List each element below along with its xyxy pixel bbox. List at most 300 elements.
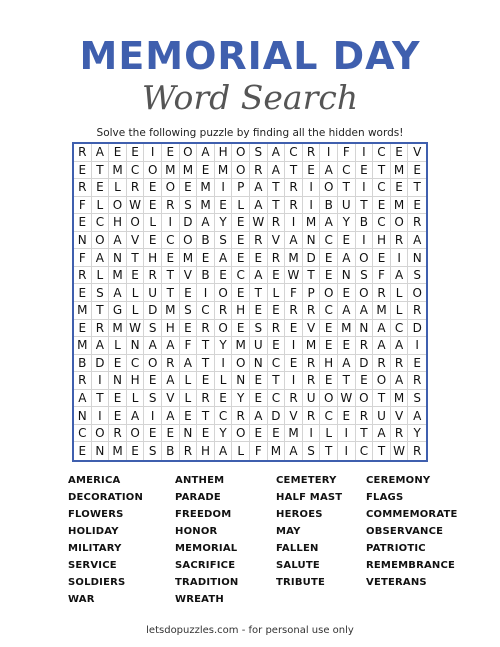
grid-cell[interactable]: O (109, 197, 127, 215)
grid-cell[interactable]: F (74, 197, 92, 215)
grid-cell[interactable]: E (197, 249, 215, 267)
grid-cell[interactable]: E (144, 232, 162, 250)
grid-cell[interactable]: L (232, 442, 250, 460)
grid-cell[interactable]: I (408, 337, 426, 355)
grid-cell[interactable]: M (373, 302, 391, 320)
grid-cell[interactable]: M (74, 337, 92, 355)
grid-cell[interactable]: L (180, 372, 198, 390)
grid-cell[interactable]: H (144, 249, 162, 267)
grid-cell[interactable]: Y (338, 214, 356, 232)
grid-cell[interactable]: M (162, 162, 180, 180)
grid-cell[interactable]: L (232, 197, 250, 215)
grid-cell[interactable]: I (162, 214, 180, 232)
grid-cell[interactable]: E (74, 162, 92, 180)
grid-cell[interactable]: O (320, 179, 338, 197)
grid-cell[interactable]: F (338, 144, 356, 162)
grid-cell[interactable]: T (373, 442, 391, 460)
grid-cell[interactable]: E (197, 372, 215, 390)
grid-cell[interactable]: E (232, 214, 250, 232)
grid-cell[interactable]: E (162, 144, 180, 162)
grid-cell[interactable]: E (74, 320, 92, 338)
grid-cell[interactable]: R (391, 355, 409, 373)
grid-cell[interactable]: M (74, 302, 92, 320)
grid-cell[interactable]: T (356, 425, 374, 443)
grid-cell[interactable]: A (162, 372, 180, 390)
grid-cell[interactable]: A (162, 407, 180, 425)
grid-cell[interactable]: T (92, 302, 110, 320)
grid-cell[interactable]: N (250, 355, 268, 373)
grid-cell[interactable]: H (127, 372, 145, 390)
grid-cell[interactable]: E (391, 144, 409, 162)
grid-cell[interactable]: L (127, 302, 145, 320)
grid-cell[interactable]: R (408, 302, 426, 320)
grid-cell[interactable]: B (74, 355, 92, 373)
grid-cell[interactable]: M (391, 197, 409, 215)
grid-cell[interactable]: E (215, 390, 233, 408)
grid-cell[interactable]: C (285, 144, 303, 162)
grid-cell[interactable]: A (373, 337, 391, 355)
grid-cell[interactable]: I (303, 425, 321, 443)
grid-cell[interactable]: O (232, 355, 250, 373)
grid-cell[interactable]: H (197, 442, 215, 460)
grid-cell[interactable]: B (320, 197, 338, 215)
grid-cell[interactable]: E (162, 249, 180, 267)
grid-cell[interactable]: O (408, 284, 426, 302)
grid-cell[interactable]: R (303, 302, 321, 320)
grid-cell[interactable]: O (92, 232, 110, 250)
grid-cell[interactable]: N (109, 372, 127, 390)
grid-cell[interactable]: T (338, 179, 356, 197)
grid-cell[interactable]: R (285, 302, 303, 320)
grid-cell[interactable]: E (215, 267, 233, 285)
grid-cell[interactable]: S (356, 267, 374, 285)
grid-cell[interactable]: S (250, 144, 268, 162)
grid-cell[interactable]: C (373, 214, 391, 232)
grid-cell[interactable]: S (180, 197, 198, 215)
grid-cell[interactable]: O (356, 284, 374, 302)
grid-cell[interactable]: D (356, 355, 374, 373)
grid-cell[interactable]: R (74, 179, 92, 197)
grid-cell[interactable]: S (144, 390, 162, 408)
grid-cell[interactable]: E (144, 179, 162, 197)
grid-cell[interactable]: R (268, 249, 286, 267)
grid-cell[interactable]: E (268, 425, 286, 443)
grid-cell[interactable]: O (180, 232, 198, 250)
grid-cell[interactable]: C (215, 407, 233, 425)
grid-cell[interactable]: T (373, 162, 391, 180)
grid-cell[interactable]: E (356, 372, 374, 390)
grid-cell[interactable]: N (303, 232, 321, 250)
grid-cell[interactable]: U (338, 197, 356, 215)
grid-cell[interactable]: A (408, 407, 426, 425)
grid-cell[interactable]: Y (408, 425, 426, 443)
grid-cell[interactable]: P (232, 179, 250, 197)
grid-cell[interactable]: I (92, 407, 110, 425)
grid-cell[interactable]: S (250, 320, 268, 338)
grid-cell[interactable]: T (197, 407, 215, 425)
grid-cell[interactable]: S (92, 284, 110, 302)
grid-cell[interactable]: R (250, 162, 268, 180)
grid-cell[interactable]: R (303, 372, 321, 390)
grid-cell[interactable]: D (268, 407, 286, 425)
grid-cell[interactable]: E (303, 162, 321, 180)
grid-cell[interactable]: E (215, 197, 233, 215)
grid-cell[interactable]: U (303, 390, 321, 408)
grid-cell[interactable]: A (338, 302, 356, 320)
grid-cell[interactable]: C (373, 144, 391, 162)
grid-cell[interactable]: L (180, 390, 198, 408)
grid-cell[interactable]: A (92, 249, 110, 267)
grid-cell[interactable]: O (162, 179, 180, 197)
grid-cell[interactable]: E (338, 337, 356, 355)
grid-cell[interactable]: A (391, 337, 409, 355)
grid-cell[interactable]: H (162, 320, 180, 338)
grid-cell[interactable]: S (408, 267, 426, 285)
grid-cell[interactable]: O (127, 214, 145, 232)
grid-cell[interactable]: E (338, 284, 356, 302)
grid-cell[interactable]: A (373, 425, 391, 443)
grid-cell[interactable]: I (320, 144, 338, 162)
grid-cell[interactable]: S (215, 232, 233, 250)
grid-cell[interactable]: R (356, 407, 374, 425)
grid-cell[interactable]: L (92, 197, 110, 215)
grid-cell[interactable]: A (373, 320, 391, 338)
grid-cell[interactable]: E (144, 197, 162, 215)
grid-cell[interactable]: A (391, 372, 409, 390)
grid-cell[interactable]: T (268, 197, 286, 215)
grid-cell[interactable]: M (109, 162, 127, 180)
grid-cell[interactable]: F (250, 442, 268, 460)
grid-cell[interactable]: A (250, 179, 268, 197)
grid-cell[interactable]: E (408, 162, 426, 180)
grid-cell[interactable]: U (373, 407, 391, 425)
grid-cell[interactable]: U (144, 284, 162, 302)
grid-cell[interactable]: I (356, 144, 374, 162)
grid-cell[interactable]: E (250, 390, 268, 408)
grid-cell[interactable]: R (408, 214, 426, 232)
grid-cell[interactable]: E (162, 425, 180, 443)
grid-cell[interactable]: A (215, 442, 233, 460)
grid-cell[interactable]: E (74, 214, 92, 232)
grid-cell[interactable]: D (303, 249, 321, 267)
grid-cell[interactable]: E (180, 284, 198, 302)
grid-cell[interactable]: T (250, 284, 268, 302)
grid-cell[interactable]: E (180, 179, 198, 197)
grid-cell[interactable]: I (338, 442, 356, 460)
grid-cell[interactable]: O (127, 425, 145, 443)
grid-cell[interactable]: E (232, 284, 250, 302)
grid-cell[interactable]: V (285, 407, 303, 425)
grid-cell[interactable]: A (320, 214, 338, 232)
grid-cell[interactable]: W (127, 197, 145, 215)
grid-cell[interactable]: U (250, 337, 268, 355)
grid-cell[interactable]: N (338, 267, 356, 285)
grid-cell[interactable]: R (373, 355, 391, 373)
grid-cell[interactable]: T (268, 179, 286, 197)
grid-cell[interactable]: I (215, 355, 233, 373)
grid-cell[interactable]: E (109, 355, 127, 373)
grid-cell[interactable]: R (232, 407, 250, 425)
grid-cell[interactable]: F (285, 284, 303, 302)
grid-cell[interactable]: B (356, 214, 374, 232)
grid-cell[interactable]: H (232, 302, 250, 320)
grid-cell[interactable]: M (338, 320, 356, 338)
grid-cell[interactable]: E (250, 372, 268, 390)
grid-cell[interactable]: D (408, 320, 426, 338)
grid-cell[interactable]: A (215, 249, 233, 267)
grid-cell[interactable]: C (127, 162, 145, 180)
grid-cell[interactable]: V (180, 267, 198, 285)
grid-cell[interactable]: H (215, 144, 233, 162)
grid-cell[interactable]: S (408, 390, 426, 408)
grid-cell[interactable]: M (303, 214, 321, 232)
grid-cell[interactable]: A (338, 355, 356, 373)
grid-cell[interactable]: R (74, 144, 92, 162)
grid-cell[interactable]: R (109, 425, 127, 443)
grid-cell[interactable]: I (356, 179, 374, 197)
grid-cell[interactable]: O (232, 425, 250, 443)
grid-cell[interactable]: V (127, 232, 145, 250)
grid-cell[interactable]: E (338, 407, 356, 425)
grid-cell[interactable]: F (74, 249, 92, 267)
grid-cell[interactable]: C (320, 407, 338, 425)
grid-cell[interactable]: E (232, 249, 250, 267)
grid-cell[interactable]: T (320, 442, 338, 460)
grid-cell[interactable]: I (356, 232, 374, 250)
grid-cell[interactable]: I (285, 337, 303, 355)
grid-cell[interactable]: E (74, 284, 92, 302)
grid-cell[interactable]: E (109, 144, 127, 162)
grid-cell[interactable]: M (197, 179, 215, 197)
grid-cell[interactable]: R (197, 390, 215, 408)
grid-cell[interactable]: C (197, 302, 215, 320)
grid-cell[interactable]: L (92, 267, 110, 285)
grid-cell[interactable]: C (338, 162, 356, 180)
grid-cell[interactable]: R (391, 425, 409, 443)
grid-cell[interactable]: M (285, 249, 303, 267)
grid-cell[interactable]: T (338, 372, 356, 390)
grid-cell[interactable]: A (250, 197, 268, 215)
grid-cell[interactable]: V (408, 144, 426, 162)
grid-cell[interactable]: I (215, 179, 233, 197)
grid-cell[interactable]: O (232, 144, 250, 162)
grid-cell[interactable]: O (356, 390, 374, 408)
grid-cell[interactable]: F (180, 337, 198, 355)
grid-cell[interactable]: E (250, 249, 268, 267)
grid-cell[interactable]: T (268, 372, 286, 390)
grid-cell[interactable]: C (268, 390, 286, 408)
grid-cell[interactable]: Y (232, 390, 250, 408)
grid-cell[interactable]: W (391, 442, 409, 460)
grid-cell[interactable]: N (232, 372, 250, 390)
grid-cell[interactable]: T (197, 355, 215, 373)
grid-cell[interactable]: E (268, 267, 286, 285)
grid-cell[interactable]: H (373, 232, 391, 250)
grid-cell[interactable]: N (356, 320, 374, 338)
grid-cell[interactable]: W (285, 267, 303, 285)
grid-cell[interactable]: Y (215, 214, 233, 232)
grid-cell[interactable]: E (320, 320, 338, 338)
grid-cell[interactable]: V (162, 390, 180, 408)
grid-cell[interactable]: D (144, 302, 162, 320)
grid-cell[interactable]: Y (215, 337, 233, 355)
grid-cell[interactable]: L (268, 284, 286, 302)
grid-cell[interactable]: R (285, 197, 303, 215)
grid-cell[interactable]: T (197, 337, 215, 355)
grid-cell[interactable]: M (180, 162, 198, 180)
grid-cell[interactable]: T (356, 197, 374, 215)
grid-cell[interactable]: T (303, 267, 321, 285)
grid-cell[interactable]: W (127, 320, 145, 338)
grid-cell[interactable]: N (92, 442, 110, 460)
grid-cell[interactable]: I (391, 249, 409, 267)
grid-cell[interactable]: O (320, 390, 338, 408)
grid-cell[interactable]: L (144, 214, 162, 232)
grid-cell[interactable]: I (338, 425, 356, 443)
grid-cell[interactable]: O (373, 372, 391, 390)
grid-cell[interactable]: I (144, 407, 162, 425)
grid-cell[interactable]: B (197, 232, 215, 250)
grid-cell[interactable]: E (74, 442, 92, 460)
grid-cell[interactable]: O (180, 144, 198, 162)
grid-cell[interactable]: A (391, 267, 409, 285)
grid-cell[interactable]: C (320, 232, 338, 250)
grid-cell[interactable]: T (285, 162, 303, 180)
grid-cell[interactable]: L (215, 372, 233, 390)
grid-cell[interactable]: E (373, 197, 391, 215)
grid-cell[interactable]: E (268, 337, 286, 355)
grid-cell[interactable]: I (285, 214, 303, 232)
grid-cell[interactable]: O (144, 355, 162, 373)
grid-cell[interactable]: O (356, 249, 374, 267)
grid-cell[interactable]: N (74, 407, 92, 425)
grid-cell[interactable]: L (391, 284, 409, 302)
grid-cell[interactable]: L (127, 390, 145, 408)
grid-cell[interactable]: S (303, 442, 321, 460)
grid-cell[interactable]: R (162, 355, 180, 373)
grid-cell[interactable]: E (320, 372, 338, 390)
grid-cell[interactable]: O (144, 162, 162, 180)
grid-cell[interactable]: F (373, 267, 391, 285)
grid-cell[interactable]: S (144, 442, 162, 460)
grid-cell[interactable]: O (215, 320, 233, 338)
grid-cell[interactable]: M (109, 320, 127, 338)
grid-cell[interactable]: M (232, 337, 250, 355)
grid-cell[interactable]: N (180, 425, 198, 443)
grid-cell[interactable]: M (180, 249, 198, 267)
grid-cell[interactable]: R (215, 302, 233, 320)
grid-cell[interactable]: A (408, 232, 426, 250)
grid-cell[interactable]: R (144, 267, 162, 285)
grid-cell[interactable]: C (356, 442, 374, 460)
grid-cell[interactable]: E (197, 425, 215, 443)
grid-cell[interactable]: V (268, 232, 286, 250)
grid-cell[interactable]: O (320, 284, 338, 302)
grid-cell[interactable]: T (92, 162, 110, 180)
grid-cell[interactable]: R (127, 179, 145, 197)
grid-cell[interactable]: M (109, 267, 127, 285)
grid-cell[interactable]: L (109, 337, 127, 355)
grid-cell[interactable]: M (303, 337, 321, 355)
grid-cell[interactable]: T (408, 179, 426, 197)
grid-cell[interactable]: O (92, 425, 110, 443)
grid-cell[interactable]: M (215, 162, 233, 180)
grid-cell[interactable]: R (285, 179, 303, 197)
grid-cell[interactable]: I (144, 144, 162, 162)
grid-cell[interactable]: M (391, 162, 409, 180)
grid-cell[interactable]: B (162, 442, 180, 460)
grid-cell[interactable]: R (268, 320, 286, 338)
grid-cell[interactable]: C (373, 179, 391, 197)
grid-cell[interactable]: E (320, 249, 338, 267)
grid-cell[interactable]: A (162, 337, 180, 355)
grid-cell[interactable]: E (144, 425, 162, 443)
grid-cell[interactable]: A (197, 144, 215, 162)
grid-cell[interactable]: A (250, 267, 268, 285)
grid-cell[interactable]: A (197, 214, 215, 232)
grid-cell[interactable]: R (303, 407, 321, 425)
grid-cell[interactable]: A (180, 355, 198, 373)
grid-cell[interactable]: E (408, 197, 426, 215)
grid-cell[interactable]: I (197, 284, 215, 302)
grid-cell[interactable]: E (232, 320, 250, 338)
grid-cell[interactable]: R (413, 444, 422, 459)
grid-cell[interactable]: I (303, 179, 321, 197)
grid-cell[interactable]: E (109, 390, 127, 408)
grid-cell[interactable]: C (92, 214, 110, 232)
grid-cell[interactable]: I (285, 372, 303, 390)
grid-cell[interactable]: R (391, 232, 409, 250)
grid-cell[interactable]: R (408, 372, 426, 390)
grid-cell[interactable]: T (127, 249, 145, 267)
grid-cell[interactable]: A (92, 144, 110, 162)
grid-cell[interactable]: A (74, 390, 92, 408)
grid-cell[interactable]: E (144, 372, 162, 390)
grid-cell[interactable]: T (92, 390, 110, 408)
grid-cell[interactable]: R (303, 144, 321, 162)
grid-cell[interactable]: E (127, 442, 145, 460)
grid-cell[interactable]: E (338, 232, 356, 250)
grid-cell[interactable]: N (408, 249, 426, 267)
grid-cell[interactable]: I (92, 372, 110, 390)
grid-cell[interactable]: M (197, 197, 215, 215)
grid-cell[interactable]: A (338, 249, 356, 267)
grid-cell[interactable]: E (285, 355, 303, 373)
grid-cell[interactable]: E (408, 355, 426, 373)
grid-cell[interactable]: E (180, 320, 198, 338)
grid-cell[interactable]: P (303, 284, 321, 302)
grid-cell[interactable]: G (109, 302, 127, 320)
grid-cell[interactable]: D (180, 214, 198, 232)
grid-cell[interactable]: A (320, 162, 338, 180)
grid-cell[interactable]: C (162, 232, 180, 250)
grid-cell[interactable]: O (391, 214, 409, 232)
grid-cell[interactable]: E (250, 425, 268, 443)
grid-cell[interactable]: E (391, 179, 409, 197)
grid-cell[interactable]: A (285, 232, 303, 250)
grid-cell[interactable]: A (127, 407, 145, 425)
grid-cell[interactable]: S (180, 302, 198, 320)
grid-cell[interactable]: A (92, 337, 110, 355)
grid-cell[interactable]: M (268, 442, 286, 460)
grid-cell[interactable]: D (92, 355, 110, 373)
grid-cell[interactable]: L (320, 425, 338, 443)
grid-cell[interactable]: E (109, 407, 127, 425)
grid-cell[interactable]: R (92, 320, 110, 338)
grid-cell[interactable]: R (356, 337, 374, 355)
grid-cell[interactable]: E (373, 249, 391, 267)
grid-cell[interactable]: C (232, 267, 250, 285)
